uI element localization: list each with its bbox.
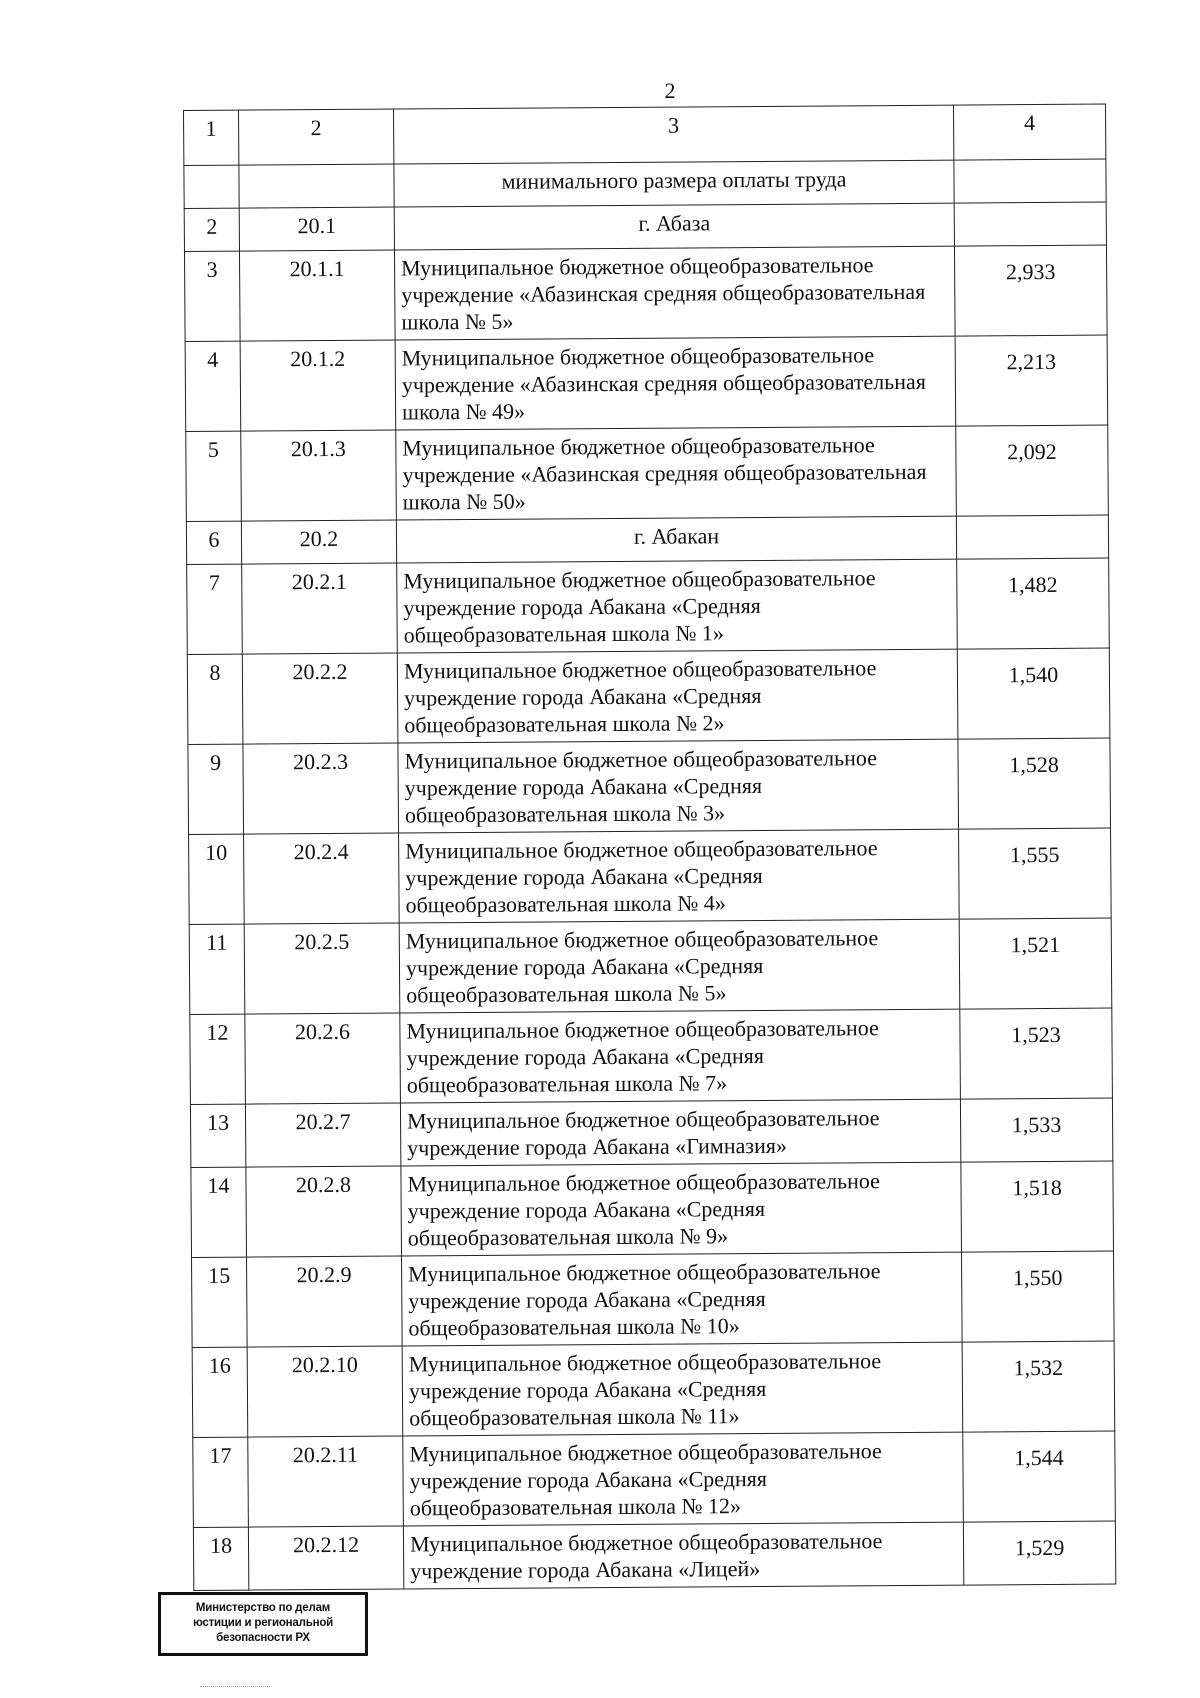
table-row (189, 828, 1112, 924)
row-number: 15 (192, 1257, 248, 1347)
row-name: Муниципальное бюджетное общеобразовательное учреждение города Абакана «Средняя общеобразовательная школа № 10» (402, 1252, 963, 1346)
row-name: Муниципальное бюджетное общеобразовательное учреждение города Абакана «Лицей» (403, 1522, 963, 1589)
row-number: 6 (186, 521, 241, 564)
table-row (191, 1161, 1114, 1257)
section-row (184, 159, 1106, 208)
row-code: 20.1.1 (239, 250, 395, 341)
row-number: 8 (187, 654, 243, 744)
table-row (189, 918, 1112, 1014)
row-name: Муниципальное бюджетное общеобразовательное учреждение города Абакана «Средняя общеобразовательная школа № 11» (402, 1342, 963, 1436)
row-name: г. Абаза (394, 203, 954, 250)
table-row (193, 1431, 1116, 1527)
table-row (188, 738, 1111, 834)
row-value: 2,933 (954, 245, 1107, 336)
row-number: 14 (191, 1167, 247, 1257)
row-number: 9 (188, 744, 244, 834)
stamp-line-1: Министерство по делам (195, 1602, 331, 1614)
row-value: 1,529 (963, 1521, 1115, 1585)
row-name: Муниципальное бюджетное общеобразовательное учреждение города Абакана «Средняя общеобразовательная школа № 1» (397, 559, 958, 653)
row-number: 13 (190, 1104, 245, 1167)
row-name: Муниципальное бюджетное общеобразовательное учреждение города Абакана «Средняя общеобразовательная школа № 2» (397, 649, 958, 743)
row-number (184, 165, 239, 208)
stamp-line-3: безопасности РХ (216, 1632, 310, 1644)
row-number: 12 (190, 1014, 246, 1104)
row-code: 20.2 (241, 520, 396, 564)
row-value: 2,092 (956, 425, 1109, 516)
section-row (184, 202, 1106, 251)
row-value: 1,540 (957, 648, 1110, 739)
table-row (190, 1008, 1113, 1104)
row-name: Муниципальное бюджетное общеобразовательное учреждение города Абакана «Средняя общеобразовательная школа № 5» (399, 919, 960, 1013)
row-code: 20.2.4 (244, 833, 400, 924)
row-name: Муниципальное бюджетное общеобразовательное учреждение города Абакана «Средняя общеобразовательная школа № 3» (398, 739, 959, 833)
row-number: 17 (193, 1437, 249, 1527)
tariff-table (183, 104, 1116, 1591)
row-number: 16 (192, 1347, 248, 1437)
row-code: 20.1.3 (241, 430, 397, 521)
table-row (192, 1251, 1115, 1347)
page-number: 2 (664, 78, 676, 103)
row-code: 20.2.5 (244, 923, 400, 1014)
row-code: 20.2.10 (247, 1346, 403, 1437)
row-code: 20.2.3 (243, 743, 399, 834)
row-number: 18 (193, 1527, 248, 1590)
row-number: 2 (184, 208, 239, 251)
table-row (187, 648, 1110, 744)
row-number: 3 (184, 251, 240, 341)
header-col-4: 4 (953, 104, 1105, 160)
row-value: 1,523 (960, 1008, 1113, 1099)
row-code: 20.2.9 (247, 1256, 403, 1347)
row-value: 1,482 (957, 558, 1110, 649)
row-value: 2,213 (955, 335, 1108, 426)
header-col-2: 2 (239, 109, 394, 165)
row-name: минимального размера оплаты труда (394, 160, 954, 207)
table-row (187, 558, 1110, 654)
row-code: 20.2.2 (242, 653, 398, 744)
row-code: 20.2.7 (245, 1103, 400, 1167)
row-value (954, 159, 1106, 203)
row-value: 1,555 (959, 828, 1112, 919)
table-row (184, 245, 1107, 341)
row-value: 1,544 (963, 1431, 1116, 1522)
row-value: 1,518 (961, 1161, 1114, 1252)
row-code: 20.1.2 (240, 340, 396, 431)
row-code: 20.2.6 (245, 1013, 401, 1104)
header-col-1: 1 (184, 110, 239, 165)
row-number: 7 (187, 564, 243, 654)
row-name: Муниципальное бюджетное общеобразовательное учреждение «Абазинская средняя общеобразовательная школа № 49» (395, 336, 956, 430)
stamp-line-2: юстиции и региональной (192, 1617, 334, 1629)
row-value: 1,528 (958, 738, 1111, 829)
row-name: Муниципальное бюджетное общеобразовательное учреждение города Абакана «Средняя общеобразовательная школа № 12» (403, 1432, 964, 1526)
row-value: 1,521 (959, 918, 1112, 1009)
row-code: 20.2.11 (248, 1436, 404, 1527)
row-number: 11 (189, 924, 245, 1014)
stamp-underline (200, 1686, 270, 1689)
table-row (190, 1098, 1112, 1167)
table-body (184, 104, 1116, 1590)
row-name: Муниципальное бюджетное общеобразовательное учреждение «Абазинская средняя общеобразовательная школа № 50» (396, 426, 957, 520)
row-value (956, 515, 1108, 559)
row-code: 20.2.1 (242, 563, 398, 654)
row-name: Муниципальное бюджетное общеобразовательное учреждение города Абакана «Средняя общеобразовательная школа № 4» (399, 829, 960, 923)
row-value: 1,532 (962, 1341, 1115, 1432)
row-name: Муниципальное бюджетное общеобразовательное учреждение города Абакана «Гимназия» (400, 1099, 960, 1166)
row-code (239, 164, 394, 208)
table-row (193, 1521, 1115, 1590)
table-header-row (184, 104, 1106, 165)
row-value: 1,533 (960, 1098, 1112, 1162)
row-code: 20.2.12 (248, 1526, 403, 1590)
header-col-3: 3 (393, 105, 953, 164)
row-number: 4 (185, 341, 241, 431)
row-name: Муниципальное бюджетное общеобразовательное учреждение города Абакана «Средняя общеобразовательная школа № 9» (401, 1162, 962, 1256)
table-row (186, 425, 1109, 521)
row-code: 20.1 (239, 207, 394, 251)
row-number: 10 (189, 834, 245, 924)
row-number: 5 (186, 431, 242, 521)
registration-stamp (158, 1592, 368, 1656)
row-name: Муниципальное бюджетное общеобразовательное учреждение «Абазинская средняя общеобразовательная школа № 5» (394, 246, 955, 340)
table-row (185, 335, 1108, 431)
row-value (954, 202, 1106, 246)
row-code: 20.2.8 (246, 1166, 402, 1257)
table-row (192, 1341, 1115, 1437)
row-name: г. Абакан (396, 516, 956, 563)
row-value: 1,550 (961, 1251, 1114, 1342)
row-name: Муниципальное бюджетное общеобразовательное учреждение города Абакана «Средняя общеобразовательная школа № 7» (400, 1009, 961, 1103)
section-row (186, 515, 1108, 564)
